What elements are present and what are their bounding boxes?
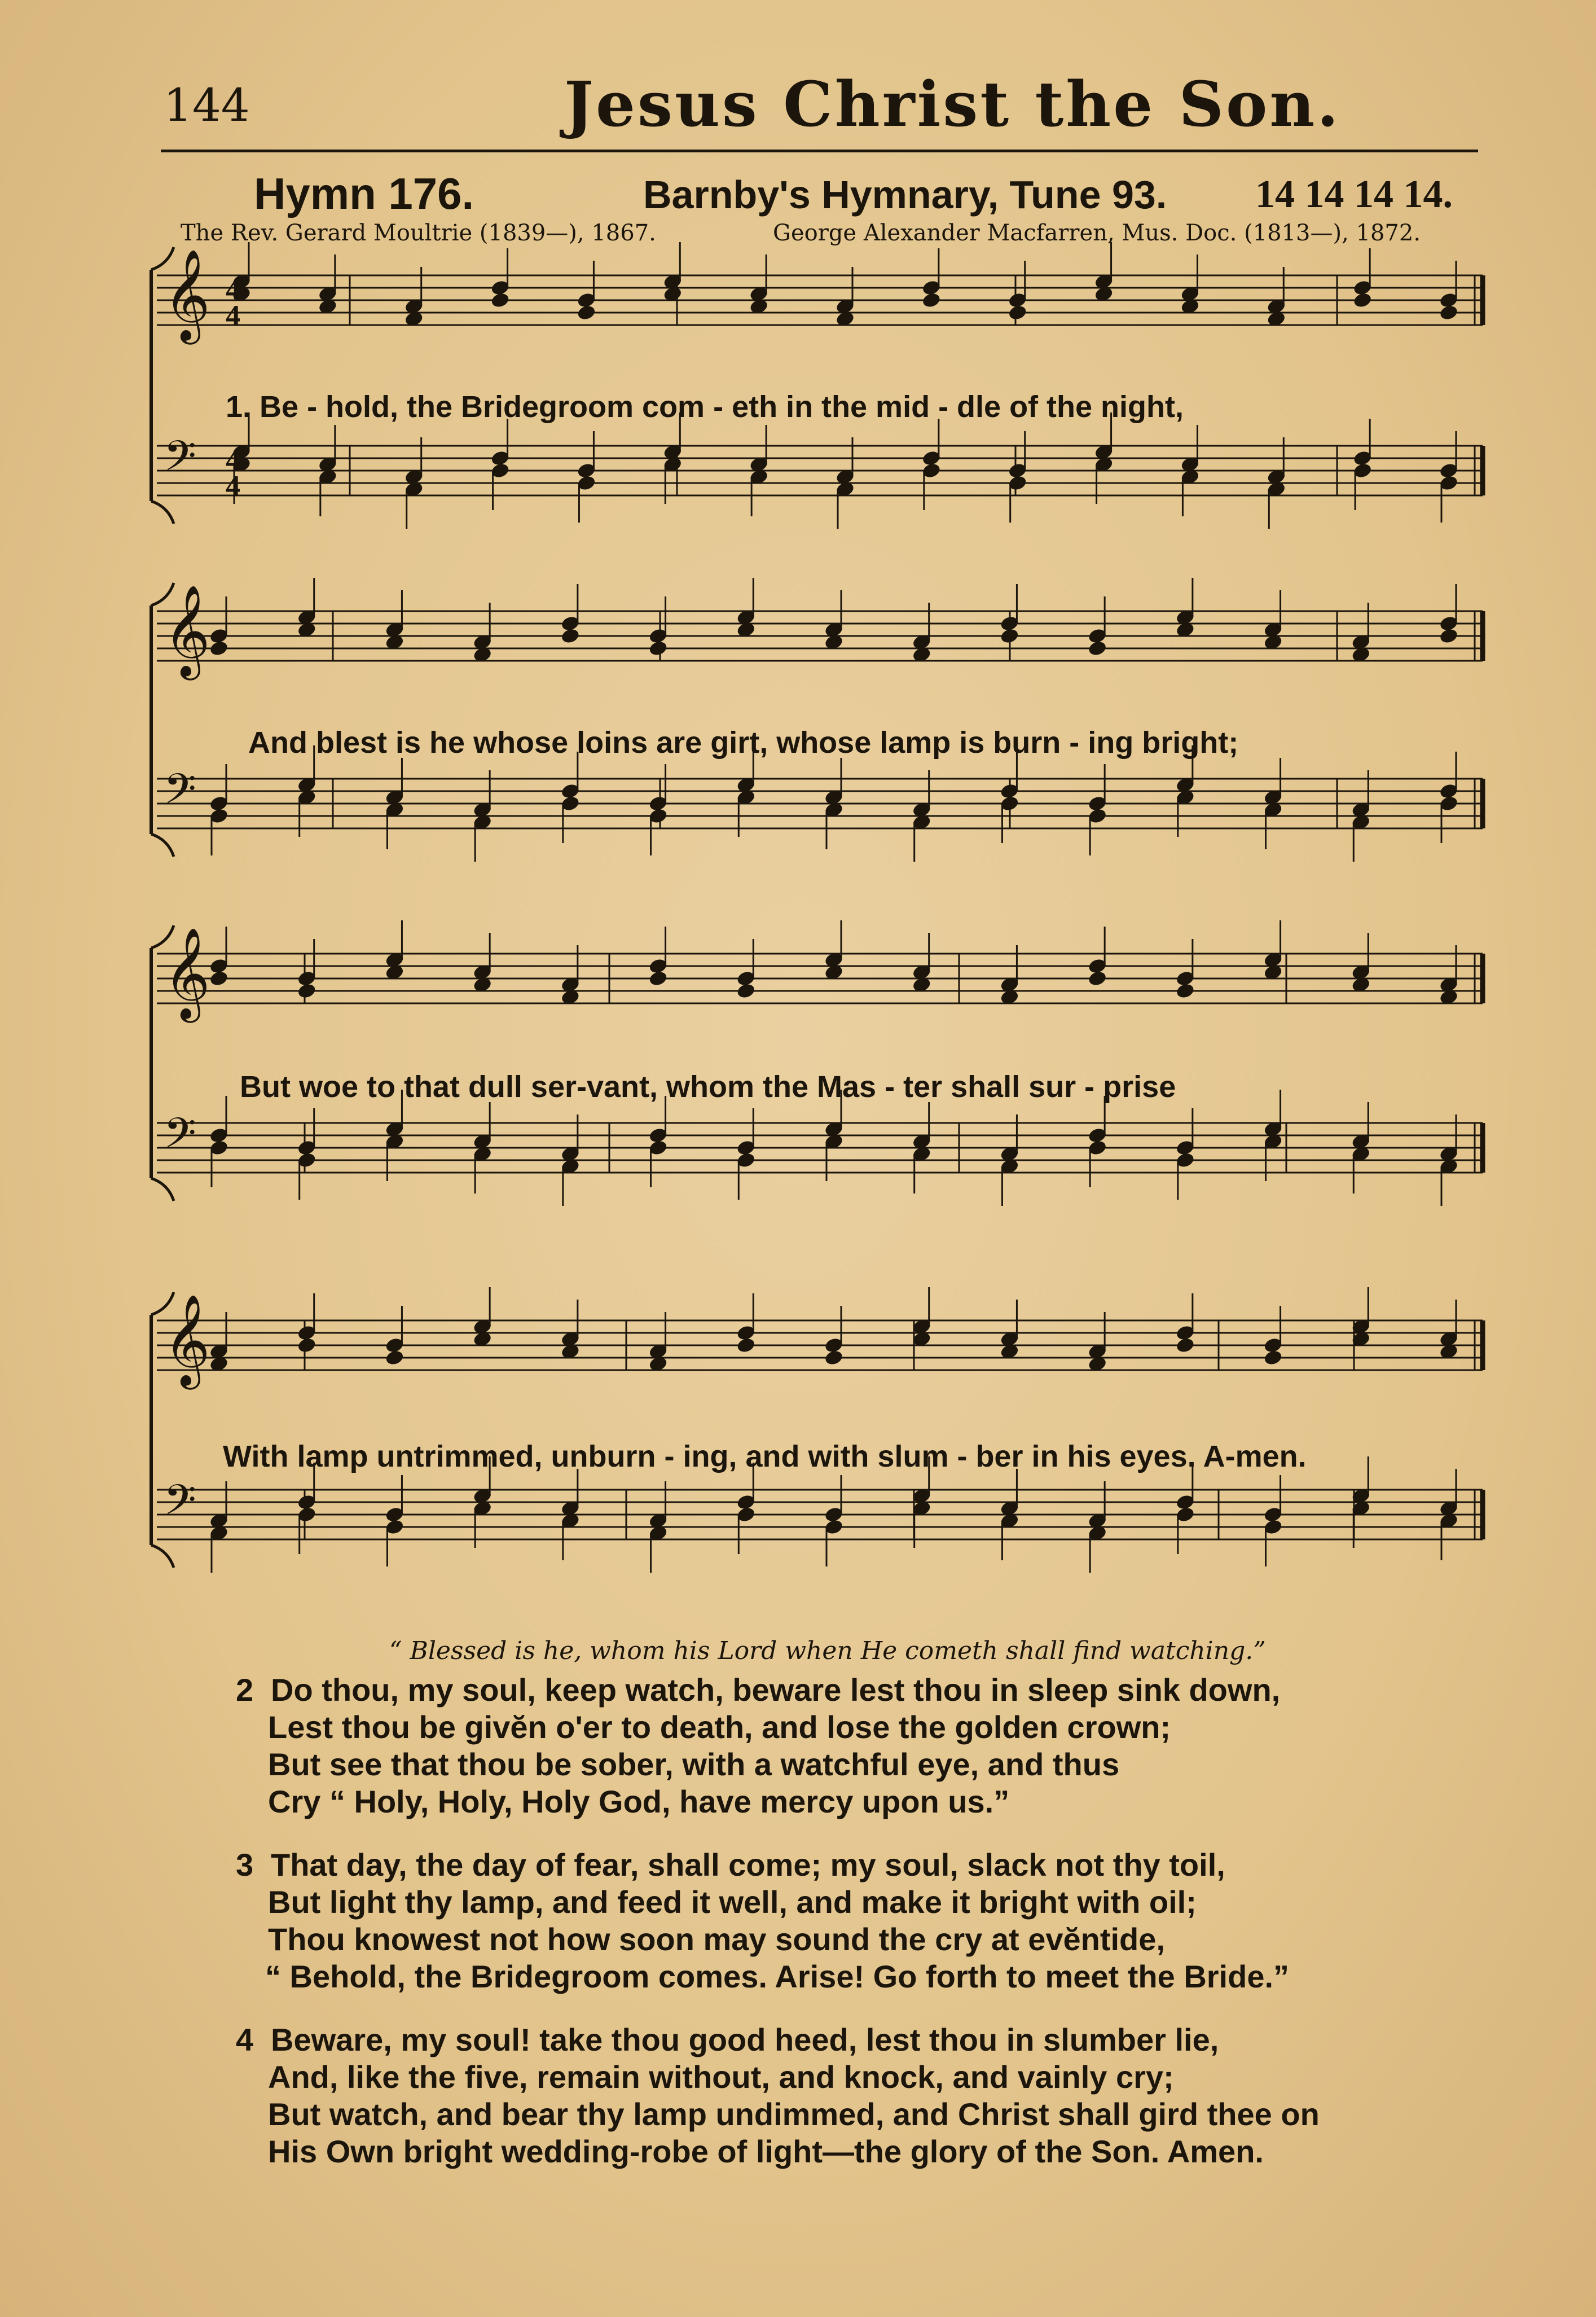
hymn-author: The Rev. Gerard Moultrie (1839—), 1867. <box>181 220 656 246</box>
note-head <box>209 640 229 657</box>
system-2-lyric: And blest is he whose loins are girt, whose lamp is burn - ing bright; <box>248 726 1239 760</box>
verse-3-line: But light thy lamp, and feed it well, and make it bright with oil; <box>268 1884 1197 1920</box>
treble-clef: 𝄞 <box>164 249 210 341</box>
verse-2-line: But see that thou be sober, with a watchful eye, and thus <box>268 1746 1120 1782</box>
note-head <box>736 1337 756 1354</box>
note-head <box>648 640 669 657</box>
treble-clef: 𝄞 <box>164 927 210 1019</box>
time-signature-top: 4 <box>226 444 240 476</box>
running-title: Jesus Christ the Son. <box>564 68 1341 141</box>
hymn-meter: 14 14 14 14. <box>1255 173 1453 216</box>
note-head <box>1439 627 1459 645</box>
note-head <box>560 627 581 645</box>
note-head <box>490 292 511 309</box>
note-head <box>736 982 756 1000</box>
verse-4-line: Beware, my soul! take thou good heed, lest thou in slumber lie, <box>271 2022 1219 2057</box>
verse-3-line: Thou knowest not how soon may sound the cry at evĕntide, <box>268 1921 1165 1957</box>
tune-name: Barnby's Hymnary, Tune 93. <box>643 173 1167 217</box>
bass-clef: 𝄢 <box>164 432 196 491</box>
verse-4-number: 4 <box>236 2022 254 2057</box>
bass-clef: 𝄢 <box>164 1476 196 1535</box>
system-1-lyric: 1. Be - hold, the Bridegroom com - eth in the mid - dle of the night, <box>226 390 1184 424</box>
bass-clef: 𝄢 <box>164 1109 196 1168</box>
note-head <box>921 292 942 309</box>
verse-2-number: 2 <box>236 1672 254 1708</box>
note-head <box>1352 292 1373 309</box>
time-signature-bottom: 4 <box>226 470 240 502</box>
note-head <box>1439 304 1459 322</box>
note-head <box>1175 1337 1195 1354</box>
verse-3-line: That day, the day of fear, shall come; my soul, slack not thy toil, <box>271 1847 1225 1882</box>
system-4-lyric: With lamp untrimmed, unburn - ing, and with slum - ber in his eyes. A-men. <box>223 1440 1307 1473</box>
verse-2-line: Cry “ Holy, Holy, Holy God, have mercy upon us.” <box>268 1784 1010 1819</box>
note-head <box>1087 640 1107 657</box>
verse-4-line: His Own bright wedding-robe of light—the glory of the Son. Amen. <box>268 2134 1264 2169</box>
system-bracket-bottom <box>151 834 174 857</box>
note-head <box>209 970 229 988</box>
note-head <box>1175 982 1195 1000</box>
verse-4-line: But watch, and bear thy lamp undimmed, and Christ shall gird thee on <box>268 2096 1320 2132</box>
verse-2-line: Do thou, my soul, keep watch, beware lest thou in sleep sink down, <box>271 1672 1281 1708</box>
verse-3-number: 3 <box>236 1847 254 1882</box>
treble-clef: 𝄞 <box>164 1294 210 1386</box>
note-head <box>577 304 597 322</box>
verse-4-line: And, like the five, remain without, and knock, and vainly cry; <box>268 2059 1174 2095</box>
verse-2-line: Lest thou be givĕn o'er to death, and lose the golden crown; <box>268 1709 1171 1745</box>
system-bracket-bottom <box>151 1178 174 1201</box>
hymn-composer: George Alexander Macfarren, Mus. Doc. (1813—), 1872. <box>773 220 1421 246</box>
system-bracket-bottom <box>151 1545 174 1568</box>
hymn-number: Hymn 176. <box>254 169 474 218</box>
note-head <box>297 982 317 1000</box>
note-head <box>1008 304 1028 322</box>
note-head <box>1000 627 1020 645</box>
epigraph: “ Blessed is he, whom his Lord when He cometh shall find watching.” <box>389 1636 1266 1665</box>
note-head <box>824 1349 844 1367</box>
time-signature-top: 4 <box>226 274 240 306</box>
time-signature-bottom: 4 <box>226 300 240 332</box>
system-3-lyric: But woe to that dull ser-vant, whom the Mas - ter shall sur - prise <box>240 1070 1176 1104</box>
note-head <box>1087 970 1107 988</box>
treble-clef: 𝄞 <box>164 585 210 677</box>
verse-3-line: “ Behold, the Bridegroom comes. Arise! Go forth to meet the Bride.” <box>265 1959 1290 1994</box>
system-bracket-bottom <box>151 501 174 524</box>
bass-clef: 𝄢 <box>164 765 196 824</box>
note-head <box>648 970 669 988</box>
note-head <box>1263 1349 1283 1367</box>
note-head <box>297 1337 317 1354</box>
page-number: 144 <box>164 79 250 131</box>
note-head <box>385 1349 405 1367</box>
